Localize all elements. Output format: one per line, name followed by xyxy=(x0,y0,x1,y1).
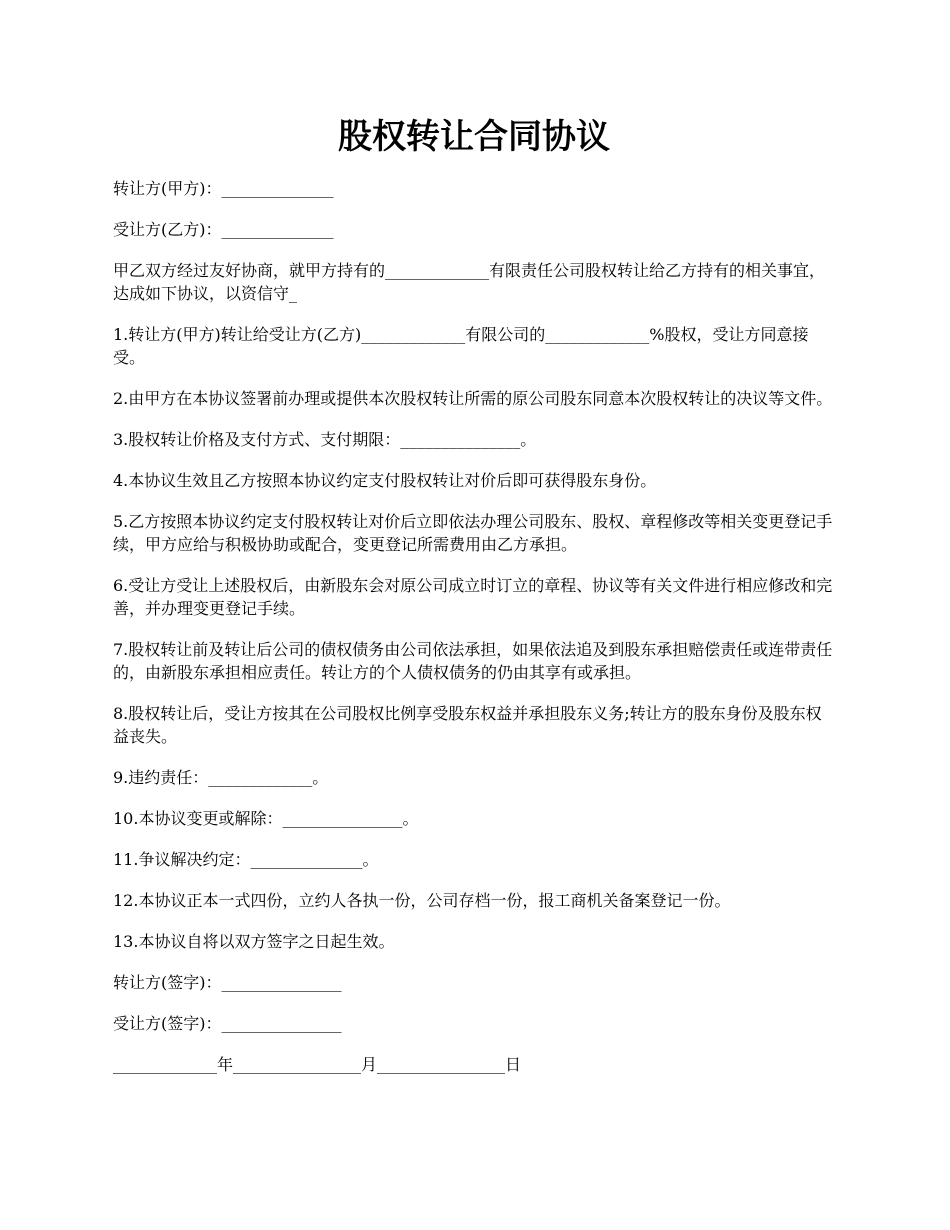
document-body xyxy=(113,177,835,1076)
clause-8: 8.股权转让后，受让方按其在公司股权比例享受股东权益并承担股东义务;转让方的股东身份及股东权益丧失。 xyxy=(113,704,822,746)
clause-1: 1.转让方(甲方)转让给受让方(乙方)_____________有限公司的_____________%股权，受让方同意接受。 xyxy=(113,325,809,367)
clause-9: 9.违约责任：_____________。 xyxy=(113,768,329,787)
document-title: 股权转让合同协议 xyxy=(338,117,610,157)
clause-3: 3.股权转让价格及支付方式、支付期限：_______________。 xyxy=(113,430,537,449)
transferee-line: 受让方(乙方)：______________ xyxy=(113,220,334,239)
clause-4: 4.本协议生效且乙方按照本协议约定支付股权转让对价后即可获得股东身份。 xyxy=(113,471,657,490)
date-line: _____________年________________月________________日 xyxy=(113,1055,522,1074)
clause-5: 5.乙方按照本协议约定支付股权转让对价后立即依法办理公司股东、股权、章程修改等相关变更登记手续，甲方应给与积极协助或配合，变更登记所需费用由乙方承担。 xyxy=(113,512,833,554)
clause-10: 10.本协议变更或解除：_______________。 xyxy=(113,809,419,828)
clause-2: 2.由甲方在本协议签署前办理或提供本次股权转让所需的原公司股东同意本次股权转让的决议等文件。 xyxy=(113,389,833,408)
clause-7: 7.股权转让前及转让后公司的债权债务由公司依法承担，如果依法追及到股东承担赔偿责任或连带责任的，由新股东承担相应责任。转让方的个人债权债务的仍由其享有或承担。 xyxy=(113,640,833,682)
clause-12: 12.本协议正本一式四份，立约人各执一份，公司存档一份，报工商机关备案登记一份。 xyxy=(113,891,731,910)
transferor-signature-line: 转让方(签字)：_______________ xyxy=(113,973,342,992)
clause-13: 13.本协议自将以双方签字之日起生效。 xyxy=(113,932,395,951)
transferor-line: 转让方(甲方)：______________ xyxy=(113,179,334,198)
preamble-paragraph: 甲乙双方经过友好协商，就甲方持有的_____________有限责任公司股权转让给乙方持有的相关事宜，达成如下协议，以资信守_ xyxy=(113,261,826,303)
clause-11: 11.争议解决约定：______________。 xyxy=(113,850,379,869)
clause-6: 6.受让方受让上述股权后，由新股东会对原公司成立时订立的章程、协议等有关文件进行相应修改和完善，并办理变更登记手续。 xyxy=(113,576,833,618)
transferee-signature-line: 受让方(签字)：_______________ xyxy=(113,1014,342,1033)
